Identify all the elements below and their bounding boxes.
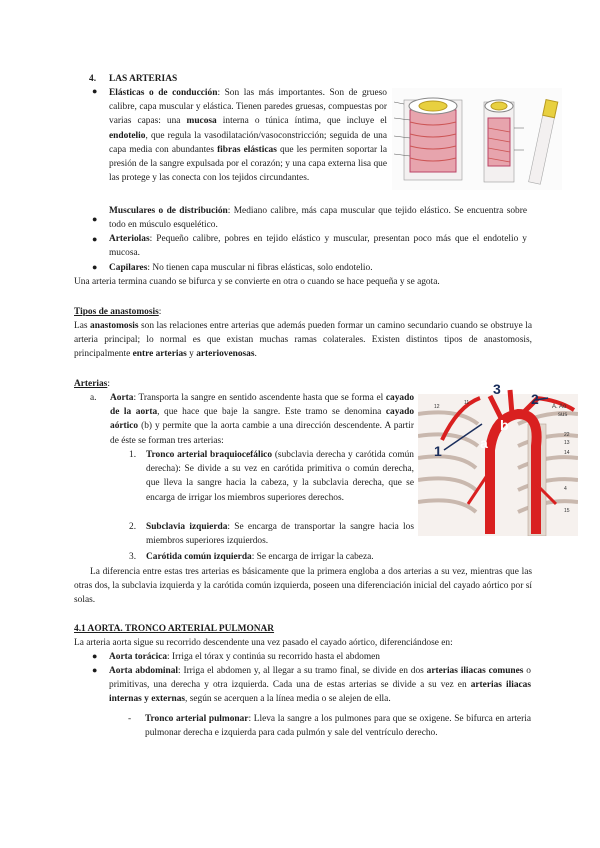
figure-number-12: 12 <box>434 404 440 410</box>
paragraph-arteriolas: Arteriolas: Pequeño calibre, pobres en tejido elástico y muscular, presentan poco más que el endotelio y mucosa. <box>109 234 527 259</box>
section-4-number: 4. <box>89 74 97 84</box>
elastic-artery-drawing <box>394 98 462 180</box>
section-4-heading: LAS ARTERIAS <box>109 74 178 84</box>
paragraph-subclavia-izquierda: Subclavia izquierda: Se encarga de transportar la sangre hacia los miembros superiores izquierdos. <box>146 522 414 547</box>
paragraph-tronco-braquiocefalico: Tronco arterial braquiocefálico (subclavia derecha y carótida común derecha): Se divide a su vez en carótida primitiva o común derecha, que lleva la sangre hacia la cabeza, y la subclavia derecha, que se encarga de irrigar los miembros superiores derechos. <box>146 450 414 503</box>
artery-layers-illustration <box>392 88 562 190</box>
paragraph-carotida-izquierda: Carótida común izquierda: Se encarga de irrigar la cabeza. <box>146 552 374 562</box>
figure-number-14: 14 <box>564 450 570 456</box>
paragraph-aorta-intro: La arteria aorta sigue su recorrido descendente una vez pasado el cayado aórtico, diferenciándose en: <box>74 638 453 648</box>
figure-side-label: A. Ao <box>552 404 567 410</box>
figure-label-b: b <box>500 417 509 433</box>
paragraph-aorta-abdominal: Aorta abdominal: Irriga el abdomen y, al llegar a su tramo final, se divide en dos arterias iliacas comunes o primitivas, una derecha y otra izquierda. Cada una de estas arterias se divide a su vez en arterias iliacas internas y externas, según se acerquen a la línea media o se alejen de ella. <box>109 666 532 705</box>
figure-number-11: 11 <box>464 400 470 406</box>
bullet-dot: ● <box>92 651 98 661</box>
paragraph-elasticas: Elásticas o de conducción: Son las más importantes. Son de grueso calibre, capa muscular y elástica. Tienen paredes gruesas, compuestas por varias capas: una mucosa interna o túnica íntima, que incluye el endotelio, que regula la vasodilatación/vasoconstricción; seguida de una capa media con abundantes fibras elásticas que les permiten soportar la presión de la sangre expulsada por el corazón; y una capa externa lisa que las protege y las conecta con los tejidos circundantes. <box>109 88 387 184</box>
figure-number-22: 22 <box>564 432 570 438</box>
list-number-1: 1. <box>129 450 137 460</box>
paragraph-anastomosis: Las anastomosis son las relaciones entre arterias que además pueden formar un camino secundario cuando se obstruye la arteria principal; lo normal es que existan muchas ramas colaterales. Existen distintos tipos de anastomosis, principalmente entre arterias y arteriovenosas. <box>74 321 532 360</box>
bullet-dot: ● <box>92 262 98 272</box>
figure-label-3: 3 <box>493 384 501 397</box>
bullet-dot: ● <box>92 214 98 224</box>
aortic-arch-illustration <box>418 384 578 536</box>
anastomosis-heading: Tipos de anastomosis: <box>74 307 162 317</box>
list-number-3: 3. <box>129 552 137 562</box>
paragraph-aorta: Aorta: Transporta la sangre en sentido ascendente hasta que se forma el cayado de la aorta, que hace que baje la sangre. Este tramo se denomina cayado aórtico (b) y permite que la aorta cambie a una dirección descendente. A partir de éste se forman tres arterias: <box>110 393 414 446</box>
paragraph-musculares: Musculares o de distribución: Mediano calibre, más capa muscular que tejido elástico. Se encuentra sobre todo en músculo esquelético. <box>109 206 527 231</box>
figure-number-4: 4 <box>564 486 567 492</box>
bullet-dot: ● <box>92 86 98 96</box>
bullet-dot: ● <box>92 665 98 675</box>
paragraph-arteria-termina: Una arteria termina cuando se bifurca y se convierte en otra o cuando se hace pequeña y se agota. <box>74 277 440 287</box>
figure-side-label-2: sus <box>558 412 568 418</box>
list-label-a: a. <box>90 393 97 403</box>
list-number-2: 2. <box>129 522 137 532</box>
figure-label-a: a <box>480 435 488 451</box>
figure-label-2: 2 <box>531 391 539 407</box>
paragraph-capilares: Capilares: No tienen capa muscular ni fibras elásticas, solo endotelio. <box>109 263 373 273</box>
paragraph-tronco-pulmonar: Tronco arterial pulmonar: Lleva la sangre a los pulmones para que se oxigene. Se bifurca en arteria pulmonar derecha e izquierda para cada pulmón y sale del ventrículo derecho. <box>145 714 531 739</box>
bullet-dot: ● <box>92 234 98 244</box>
paragraph-aorta-toracica: Aorta torácica: Irriga el tórax y continúa su recorrido hasta el abdomen <box>109 652 380 662</box>
arterias-heading: Arterias: <box>74 379 110 389</box>
section-4-1-heading: 4.1 AORTA. TRONCO ARTERIAL PULMONAR <box>74 624 275 634</box>
figure-number-15: 15 <box>564 508 570 514</box>
figure-number-13: 13 <box>564 440 570 446</box>
paragraph-diferencia: La diferencia entre estas tres arterias es básicamente que la primera engloba a dos arterias a su vez, mientras que las otras dos, la subclavia izquierda y la carótida común izquierda, poseen una diferenciación inicial del cayado aórtico por sí solas. <box>74 567 532 606</box>
figure-label-1: 1 <box>434 443 442 459</box>
dash-marker: - <box>128 714 132 724</box>
